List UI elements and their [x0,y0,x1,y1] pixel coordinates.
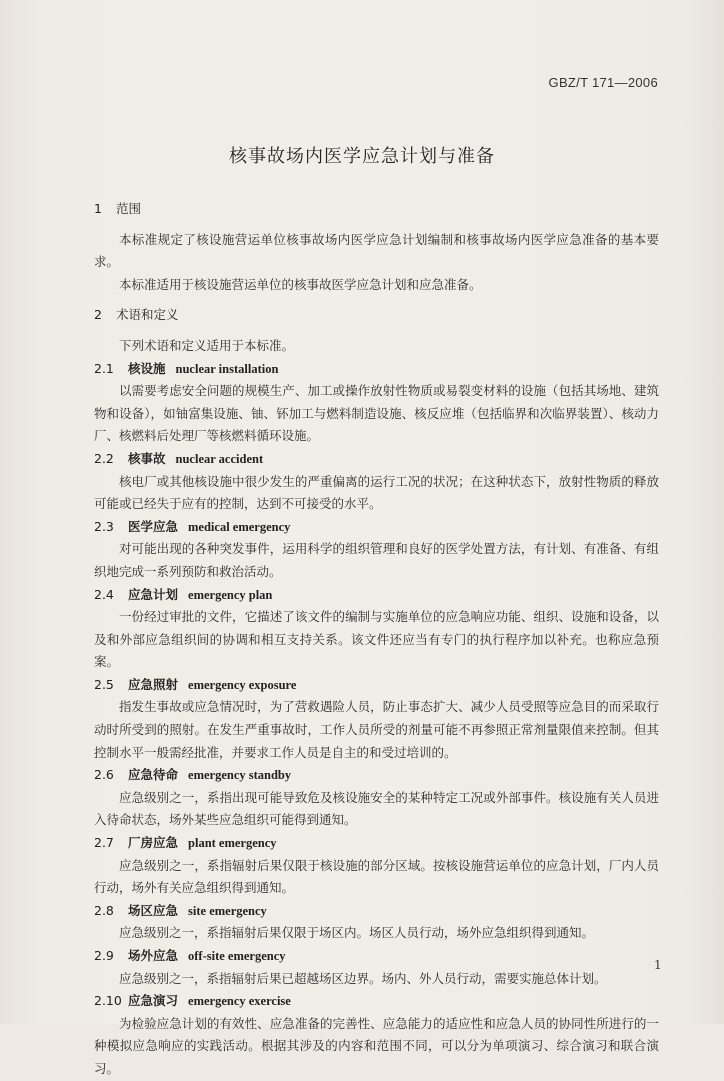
term-chinese: 核设施 [128,360,166,376]
term-english: nuclear accident [175,451,264,466]
term-number: 2.6 [94,767,114,783]
standard-code: GBZ/T 171—2006 [548,75,658,90]
term-chinese: 核事故 [128,450,166,466]
term-chinese: 场外应急 [128,948,179,963]
term-chinese: 医学应急 [128,518,179,534]
term-chinese: 场区应急 [128,902,179,918]
term-english: nuclear installation [175,361,279,376]
section-number: 1 [94,201,102,216]
term-chinese: 厂房应急 [128,835,179,851]
term-number: 2.4 [94,586,114,602]
term-chinese: 应急照射 [128,676,179,692]
term-heading [94,764,659,787]
term-number: 2.8 [94,902,114,918]
term-heading [94,832,659,855]
term-english: off-site emergency [188,949,286,963]
section-heading-scope [94,198,659,221]
term-heading [94,448,659,471]
term-number: 2.2 [94,450,114,466]
term-number: 2.9 [94,948,114,963]
paragraph: 本标准规定了核设施营运单位核事故场内医学应急计划编制和核事故场内医学应急准备的基本要求。 [94,231,659,270]
term-number: 2.3 [94,518,114,534]
term-definition: 应急级别之一，系指辐射后果已超越场区边界。场内、外人员行动，需要实施总体计划。 [119,970,607,986]
term-definition: 对可能出现的各种突发事件，运用科学的组织管理和良好的医学处置方法，有计划、有准备、有组织地完成一系列预防和救治活动。 [94,541,659,579]
section-heading-terms [94,304,659,327]
term-definition: 以需要考虑安全问题的规模生产、加工或操作放射性物质或易裂变材料的设施（包括其场地、建筑物和设备），如铀富集设施、铀、钚加工与燃料制造设施、核反应堆（包括临界和次临界装置）、核动力厂、核燃料后处理厂等核燃料循环设施。 [94,383,659,444]
paragraph: 下列术语和定义适用于本标准。 [119,337,295,353]
term-heading [94,990,659,1013]
term-number: 2.10 [94,993,122,1009]
term-heading [94,516,659,539]
term-english: medical emergency [188,519,291,534]
term-number: 2.5 [94,676,114,692]
term-definition: 应急级别之一，系指辐射后果仅限于场区内。场区人员行动，场外应急组织得到通知。 [119,925,595,941]
term-english: emergency exercise [188,994,291,1009]
term-english: site emergency [188,903,267,918]
term-definition: 核电厂或其他核设施中很少发生的严重偏离的运行工况的状况；在这种状态下，放射性物质的释放可能或已经失于应有的控制，达到不可接受的水平。 [94,473,659,512]
term-english: emergency standby [188,768,292,783]
document-body [94,198,659,1081]
term-definition: 为检验应急计划的有效性、应急准备的完善性、应急能力的适应性和应急人员的协同性所进行的一种模拟应急响应的实践活动。根据其涉及的内容和范围不同，可以分为单项演习、综合演习和联合演习。 [94,1015,659,1076]
term-english: emergency plan [188,587,273,602]
term-heading [94,900,659,923]
term-english: plant emergency [188,836,277,851]
term-chinese: 应急计划 [128,586,179,602]
term-definition: 应急级别之一，系指出现可能导致危及核设施安全的某种特定工况或外部事件。核设施有关人员进入待命状态，场外某些应急组织可能得到通知。 [94,789,659,828]
section-title: 术语和定义 [116,307,179,323]
page-number: 1 [654,958,662,972]
term-heading [94,945,659,968]
term-definition: 指发生事故或应急情况时，为了营救遇险人员，防止事态扩大、减少人员受照等应急目的而采取行动时所受到的照射。在发生严重事故时，工作人员所受的剂量可能不再参照正常剂量限值来控制。但其控制水平一般需经批准，并要求工作人员是自主的和受过培训的。 [94,699,659,760]
term-definition: 应急级别之一，系指辐射后果仅限于核设施的部分区域。按核设施营运单位的应急计划，厂内人员行动，场外有关应急组织得到通知。 [94,857,659,896]
term-chinese: 应急待命 [128,767,179,783]
term-heading [94,674,659,697]
paragraph: 本标准适用于核设施营运单位的核事故医学应急计划和应急准备。 [119,276,482,292]
term-definition: 一份经过审批的文件，它描述了该文件的编制与实施单位的应急响应功能、组织、设施和设备，以及和外部应急组织间的协调和相互支持关系。该文件还应当有专门的执行程序加以补充。也称应急预案。 [94,609,659,670]
section-title: 范围 [116,201,142,216]
section-number: 2 [94,307,102,323]
term-heading [94,584,659,607]
term-english: emergency exposure [188,677,297,692]
page-title: 核事故场内医学应急计划与准备 [229,146,495,167]
term-heading [94,358,659,381]
term-number: 2.1 [94,360,114,376]
term-chinese: 应急演习 [128,993,179,1009]
term-number: 2.7 [94,835,114,851]
